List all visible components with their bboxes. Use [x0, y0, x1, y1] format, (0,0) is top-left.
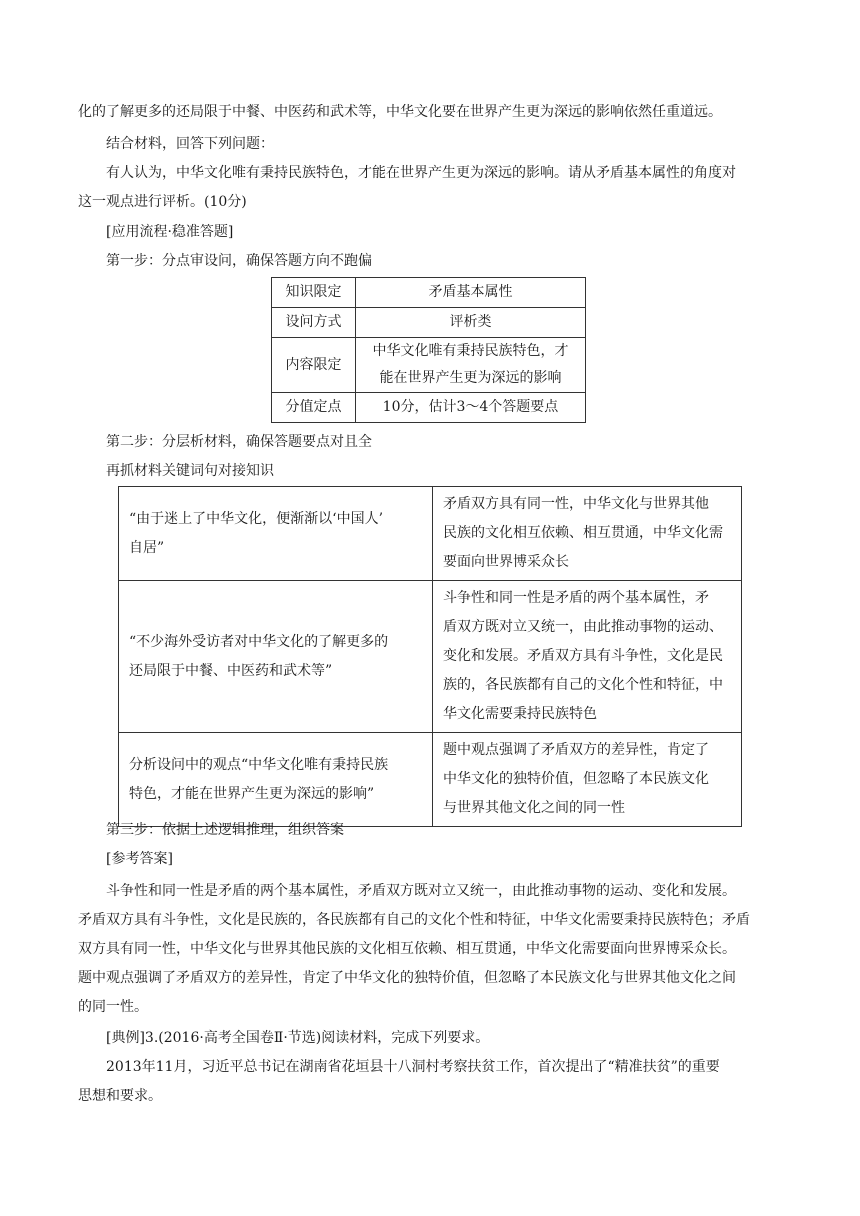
cell-line: 族的，各民族都有自己的文化个性和特征，中 — [443, 677, 723, 693]
step-heading: 第二步：分层析材料，确保答题要点对且全 — [106, 434, 372, 450]
table-row — [119, 733, 742, 827]
paragraph-line: 化的了解更多的还局限于中餐、中医药和武术等，中华文化要在世界产生更为深远的影响依然任重道远。 — [78, 104, 722, 120]
analysis-table — [271, 277, 586, 423]
cell-line: 自居” — [129, 539, 165, 556]
cell-line: 民族的文化相互依赖、相互贯通，中华文化需 — [443, 525, 723, 541]
table-row — [272, 278, 586, 308]
cell-line: 斗争性和同一性是矛盾的两个基本属性，矛 — [443, 590, 709, 606]
cell-line: 还局限于中餐、中医药和武术等” — [129, 662, 333, 679]
cell-line: 特色，才能在世界产生更为深远的影响” — [129, 785, 375, 802]
answer-line: 矛盾双方具有斗争性，文化是民族的，各民族都有自己的文化个性和特征，中华文化需要秉持民族特色；矛盾 — [78, 912, 750, 928]
table-cell-value — [356, 338, 586, 393]
step-heading: 第三步：依据上述逻辑推理，组织答案 — [106, 822, 344, 838]
table-row — [272, 308, 586, 338]
table-cell-value: 评析类 — [356, 308, 586, 338]
answer-line: 的同一性。 — [78, 999, 148, 1015]
section-heading: [参考答案] — [106, 851, 173, 867]
material-line: 2013年11月，习近平总书记在湖南省花垣县十八洞村考察扶贫工作，首次提出了“精准扶贫”的重要 — [106, 1059, 720, 1075]
cell-line: 分析设问中的观点“中华文化唯有秉持民族 — [129, 756, 389, 773]
cell-line: “由于迷上了中华文化，便渐渐以‘中国人’ — [129, 510, 384, 527]
cell-line: 与世界其他文化之间的同一性 — [443, 800, 625, 816]
table-cell-value: 10分，估计3～4个答题要点 — [356, 393, 586, 423]
cell-line: 题中观点强调了矛盾双方的差异性，肯定了 — [443, 742, 709, 758]
answer-line: 双方具有同一性，中华文化与世界其他民族的文化相互依赖、相互贯通，中华文化需要面向世界博采众长。 — [78, 941, 736, 957]
table-cell-material — [119, 733, 433, 827]
question-line: 这一观点进行评析。(10分) — [78, 194, 247, 210]
answer-line: 斗争性和同一性是矛盾的两个基本属性，矛盾双方既对立又统一，由此推动事物的运动、变化和发展。 — [106, 883, 736, 899]
sub-heading: 再抓材料关键词句对接知识 — [106, 463, 274, 479]
table-cell-material — [119, 581, 433, 733]
table-cell-knowledge — [433, 487, 742, 581]
table-cell-key: 分值定点 — [272, 393, 356, 423]
cell-line: 矛盾双方具有同一性，中华文化与世界其他 — [443, 496, 709, 512]
table-row — [272, 338, 586, 393]
table-row — [119, 581, 742, 733]
cell-line: 盾双方既对立又统一，由此推动事物的运动、 — [443, 619, 723, 635]
table-cell-knowledge — [433, 581, 742, 733]
step-heading: 第一步：分点审设问，确保答题方向不跑偏 — [106, 253, 372, 269]
table-cell-knowledge — [433, 733, 742, 827]
table-cell-key: 内容限定 — [272, 338, 356, 393]
question-line: 有人认为，中华文化唯有秉持民族特色，才能在世界产生更为深远的影响。请从矛盾基本属性的角度对 — [106, 165, 736, 181]
section-heading: [应用流程·稳准答题] — [106, 224, 234, 240]
table-row — [119, 487, 742, 581]
material-table — [118, 486, 742, 827]
cell-line: 变化和发展。矛盾双方具有斗争性，文化是民 — [443, 648, 723, 664]
cell-line: 中华文化的独特价值，但忽略了本民族文化 — [443, 771, 709, 787]
table-row — [272, 393, 586, 423]
cell-line: 能在世界产生更为深远的影响 — [379, 370, 562, 386]
table-cell-key: 设问方式 — [272, 308, 356, 338]
material-line: 思想和要求。 — [78, 1088, 162, 1104]
table-cell-key: 知识限定 — [272, 278, 356, 308]
cell-line: “不少海外受访者对中华文化的了解更多的 — [129, 633, 389, 650]
cell-line: 中华文化唯有秉持民族特色，才 — [372, 343, 569, 359]
table-cell-material — [119, 487, 433, 581]
table-cell-value: 矛盾基本属性 — [356, 278, 586, 308]
instruction-line: 结合材料，回答下列问题： — [106, 136, 274, 152]
example-heading: [典例]3.(2016·高考全国卷Ⅱ·节选)阅读材料，完成下列要求。 — [106, 1030, 490, 1046]
cell-line: 华文化需要秉持民族特色 — [443, 706, 597, 722]
answer-line: 题中观点强调了矛盾双方的差异性，肯定了中华文化的独特价值，但忽略了本民族文化与世界其他文化之间 — [78, 970, 736, 986]
cell-line: 要面向世界博采众长 — [443, 554, 569, 570]
